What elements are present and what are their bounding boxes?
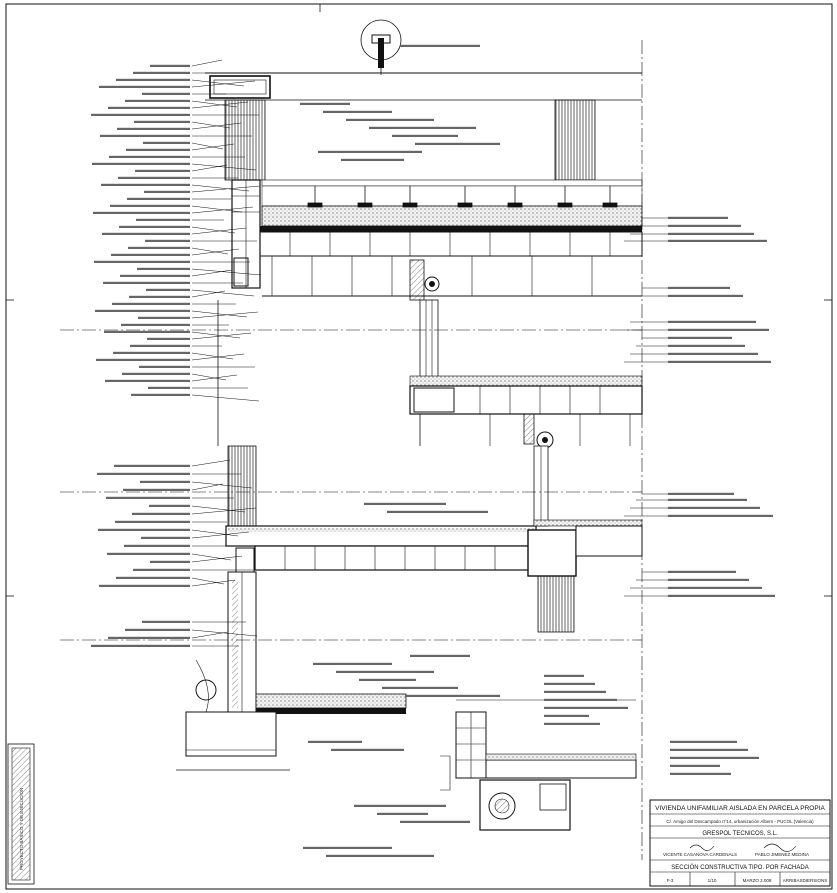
project-address: C/. Amigo del Descampado nº14, urbanización Albers - PUCOL (Valencia): [666, 819, 814, 824]
annotation-label-mark: [112, 303, 190, 305]
annotation-label-mark: [392, 135, 458, 137]
annotation-label-mark: [670, 773, 731, 775]
annotation-label-mark: [119, 226, 190, 228]
annotation-label-mark: [670, 765, 720, 767]
annotation-label-mark: [668, 579, 749, 581]
annotation-label-mark: [308, 741, 362, 743]
annotation-label-mark: [123, 489, 190, 491]
annotation-label-mark: [100, 135, 190, 137]
annotation-label-mark: [97, 473, 190, 475]
annotation-leader: [192, 291, 225, 297]
annotation-label-mark: [668, 361, 771, 363]
detail-callout-circle: [361, 20, 401, 75]
annotation-label-mark: [130, 345, 190, 347]
annotation-label-mark: [544, 707, 628, 709]
annotation-label-mark: [113, 352, 190, 354]
annotation-label-mark: [107, 553, 190, 555]
annotation-label-mark: [326, 855, 434, 857]
annotation-label-mark: [544, 699, 617, 701]
annotation-label-mark: [544, 675, 584, 677]
annotation-label-mark: [115, 521, 190, 523]
annotation-label-mark: [144, 191, 190, 193]
annotation-label-mark: [127, 198, 190, 200]
annotation-label-mark: [138, 317, 190, 319]
annotation-label-mark: [110, 205, 190, 207]
annotation-label-mark: [116, 577, 190, 579]
annotation-label-mark: [99, 86, 190, 88]
annotation-leader: [192, 556, 242, 562]
company-name: GRESPOL TECNICOS, S.L.: [702, 831, 778, 837]
annotation-label-mark: [125, 629, 190, 631]
annotation-label-mark: [336, 671, 434, 673]
annotation-label-mark: [668, 493, 734, 495]
annotation-label-mark: [105, 380, 190, 382]
annotation-label-mark: [146, 289, 190, 291]
annotation-label-mark: [341, 159, 404, 161]
annotation-leader: [192, 554, 231, 560]
annotation-label-mark: [382, 687, 458, 689]
annotation-label-mark: [359, 679, 416, 681]
ceiling-hangers: [262, 256, 642, 296]
annotation-label-mark: [387, 511, 488, 513]
annotation-label-mark: [94, 261, 190, 263]
drawing-title: SECCIÓN CONSTRUCTIVA TIPO. POR FACHADA: [671, 865, 809, 871]
annotation-label-mark: [93, 212, 190, 214]
title-block: [650, 800, 830, 886]
annotation-label-mark: [91, 114, 190, 116]
annotation-label-mark: [303, 847, 392, 849]
annotation-label-mark: [140, 481, 190, 483]
annotation-label-mark: [143, 142, 190, 144]
upper-brick-wall: [232, 180, 260, 288]
lower-detail-assembly: [440, 700, 636, 830]
annotation-label-mark: [124, 545, 190, 547]
annotation-label-mark: [106, 497, 190, 499]
annotation-label-mark: [139, 366, 190, 368]
annotation-label-mark: [544, 691, 606, 693]
annotation-leader: [192, 333, 251, 339]
annotation-label-mark: [148, 387, 190, 389]
annotation-label-mark: [96, 359, 190, 361]
annotation-label-mark: [109, 156, 190, 158]
annotation-leader: [192, 460, 230, 466]
annotation-label-mark: [131, 394, 190, 396]
annotation-leader: [192, 312, 258, 318]
annotation-label-mark: [668, 321, 756, 323]
annotation-label-mark: [133, 72, 190, 74]
annotation-label-mark: [116, 79, 190, 81]
annotation-label-mark: [405, 695, 500, 697]
roof-layers: [232, 180, 642, 256]
annotation-label-mark: [150, 561, 190, 563]
annotation-leader: [192, 375, 237, 381]
annotation-label-mark: [369, 127, 476, 129]
annotation-label-mark: [668, 571, 736, 573]
annotation-label-mark: [120, 275, 190, 277]
annotation-label-mark: [400, 821, 470, 823]
annotation-label-mark: [114, 465, 190, 467]
annotation-label-mark: [668, 329, 769, 331]
annotation-label-mark: [668, 353, 758, 355]
annotation-label-mark: [142, 621, 190, 623]
annotation-label-mark: [415, 143, 500, 145]
annotation-label-mark: [91, 645, 190, 647]
annotation-label-mark: [346, 119, 434, 121]
project-title: VIVIENDA UNIFAMILIAR AISLADA EN PARCELA PROPIA: [655, 805, 825, 812]
annotation-leader: [192, 165, 227, 171]
annotation-label-mark: [117, 128, 190, 130]
annotation-leader: [192, 395, 259, 401]
annotation-label-mark: [364, 503, 446, 505]
annotation-label-mark: [111, 254, 190, 256]
annotation-label-mark: [126, 149, 190, 151]
window-shutter-assembly: [410, 260, 439, 390]
annotation-label-mark: [668, 225, 741, 227]
annotation-label-mark: [129, 296, 190, 298]
annotation-label-mark: [544, 715, 589, 717]
sheet-number: F-3: [666, 878, 674, 883]
terrace-slab: [226, 520, 642, 632]
annotation-label-mark: [670, 749, 748, 751]
annotation-leader: [192, 484, 223, 490]
annotation-label-mark: [670, 757, 759, 759]
annotation-label-mark: [354, 805, 446, 807]
annotation-label-mark: [142, 93, 190, 95]
annotation-label-mark: [141, 537, 190, 539]
annotation-label-mark: [377, 813, 428, 815]
annotation-label-mark: [98, 529, 190, 531]
annotation-label-mark: [137, 268, 190, 270]
annotation-label-mark: [668, 233, 754, 235]
annotation-label-mark: [668, 507, 760, 509]
annotation-label-mark: [323, 111, 392, 113]
side-stamp-text: PROYECTO BÁSICO Y DE EJECUCIÓN: [19, 787, 24, 870]
annotation-leader: [192, 578, 224, 584]
annotation-label-mark: [99, 585, 190, 587]
annotation-label-mark: [118, 177, 190, 179]
drawing-scale: 1/10: [707, 878, 717, 883]
annotation-label-mark: [400, 45, 480, 47]
annotation-label-mark: [668, 345, 745, 347]
side-stamp: [8, 744, 34, 884]
annotation-label-mark: [670, 741, 737, 743]
annotation-label-mark: [101, 184, 190, 186]
signature-right: PABLO JIMENEZ MEDINA: [755, 852, 809, 857]
annotation-label-mark: [668, 587, 762, 589]
annotation-label-mark: [668, 240, 767, 242]
annotation-leader: [192, 60, 222, 66]
annotation-label-mark: [122, 373, 190, 375]
upper-wall-columns: [225, 100, 595, 180]
annotation-label-mark: [668, 287, 730, 289]
annotation-label-mark: [668, 295, 743, 297]
annotation-label-mark: [108, 637, 190, 639]
drawing-folio: ARRIBASDIERSIONS: [782, 878, 828, 883]
parapet-cap: [210, 76, 270, 98]
annotation-label-mark: [132, 513, 190, 515]
annotation-label-mark: [668, 499, 747, 501]
annotation-label-mark: [104, 331, 190, 333]
annotation-label-mark: [668, 515, 773, 517]
annotation-label-mark: [300, 103, 350, 105]
annotation-label-mark: [92, 163, 190, 165]
annotation-label-mark: [121, 324, 190, 326]
annotation-label-mark: [149, 505, 190, 507]
annotation-label-mark: [135, 170, 190, 172]
annotation-label-mark: [313, 663, 392, 665]
annotation-label-mark: [668, 337, 732, 339]
annotation-label-mark: [145, 240, 190, 242]
signature-left: VICENTE CASANOVA CARDENALS: [663, 852, 737, 857]
annotation-label-mark: [410, 655, 470, 657]
annotation-label-mark: [108, 107, 190, 109]
annotation-label-mark: [150, 65, 190, 67]
annotation-label-mark: [125, 100, 190, 102]
annotation-label-mark: [318, 151, 422, 153]
annotation-label-mark: [102, 233, 190, 235]
annotation-label-mark: [133, 569, 190, 571]
annotation-label-mark: [147, 338, 190, 340]
annotation-label-mark: [544, 723, 600, 725]
drawing-date: MARZO 2.008: [742, 878, 772, 883]
annotation-label-mark: [668, 217, 728, 219]
annotation-label-mark: [134, 121, 190, 123]
annotation-label-mark: [331, 749, 404, 751]
annotation-label-mark: [128, 247, 190, 249]
annotation-label-mark: [668, 595, 775, 597]
annotation-label-mark: [544, 683, 595, 685]
annotation-label-mark: [95, 310, 190, 312]
annotation-leader: [192, 632, 228, 638]
annotation-label-mark: [136, 219, 190, 221]
annotation-label-mark: [103, 282, 190, 284]
